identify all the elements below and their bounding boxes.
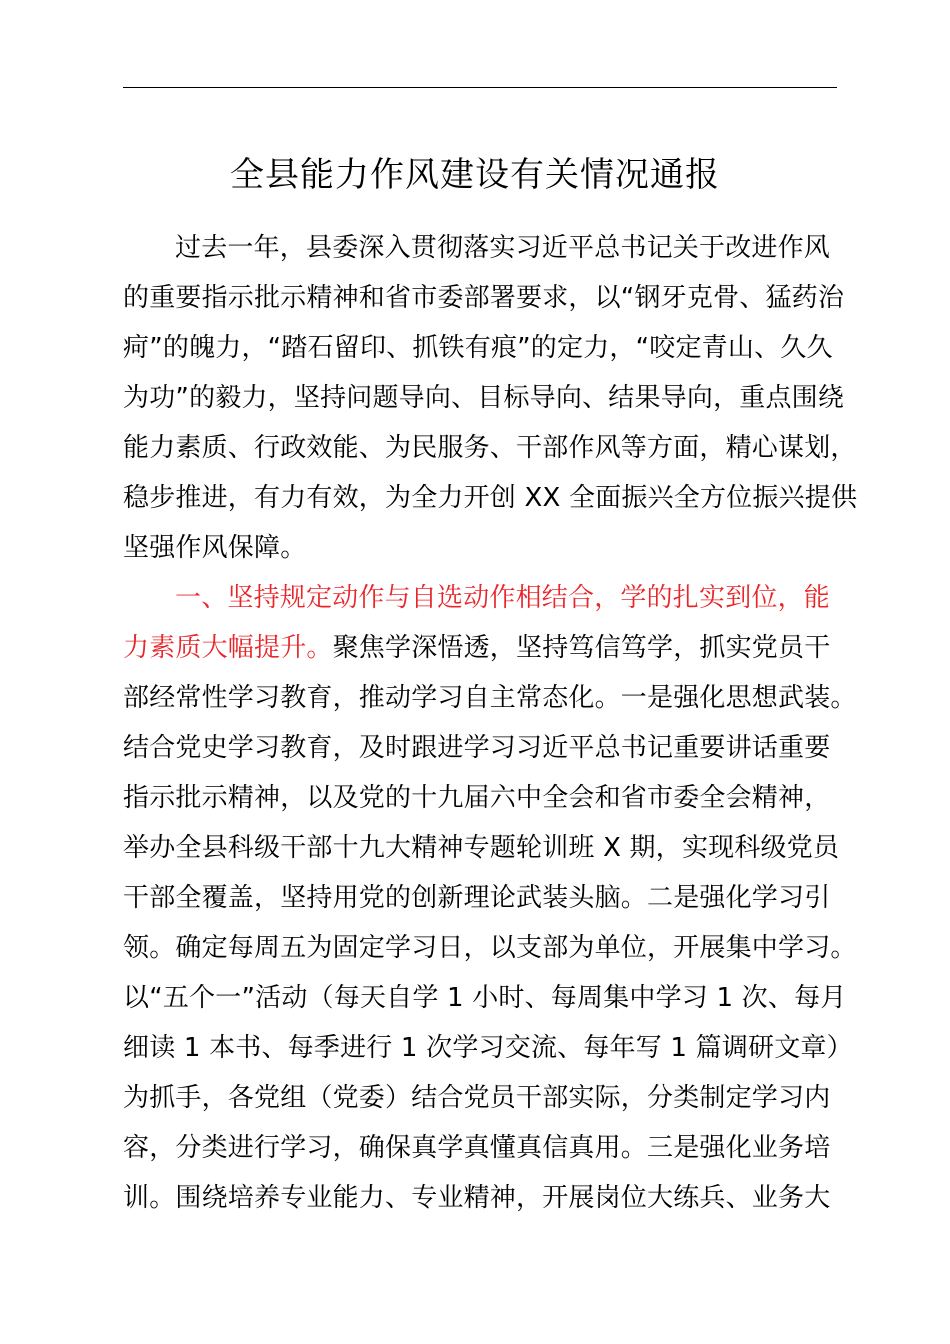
mixed-line — [123, 623, 830, 673]
paragraph-line: 为功”的毅力，坚持问题导向、目标导向、结果导向，重点围绕 — [123, 383, 845, 413]
paragraph-line: 训。围绕培养专业能力、专业精神，开展岗位大练兵、业务大 — [123, 1183, 831, 1213]
paragraph-line: 结合党史学习教育，及时跟进学习习近平总书记重要讲话重要 — [123, 733, 831, 763]
section-heading-line: 一、坚持规定动作与自选动作相结合，学的扎实到位，能 — [175, 583, 831, 613]
paragraph-line: 以“五个一”活动（每天自学 1 小时、每周集中学习 1 次、每月 — [123, 983, 847, 1013]
paragraph-line: 细读 1 本书、每季进行 1 次学习交流、每年写 1 篇调研文章） — [123, 1033, 853, 1063]
header-rule — [123, 87, 837, 88]
section-body-start: 聚焦学深悟透，坚持笃信笃学，抓实党员干 — [332, 633, 831, 663]
paragraph-line: 坚强作风保障。 — [123, 533, 307, 563]
paragraph-line: 为抓手，各党组（党委）结合党员干部实际，分类制定学习内 — [123, 1083, 831, 1113]
paragraph-line: 的重要指示批示精神和省市委部署要求，以“钢牙克骨、猛药治 — [123, 283, 845, 313]
paragraph-line: 疴”的魄力，“踏石留印、抓铁有痕”的定力，“咬定青山、久久 — [123, 333, 833, 363]
document-title: 全县能力作风建设有关情况通报 — [230, 155, 720, 195]
paragraph-line: 容，分类进行学习，确保真学真懂真信真用。三是强化业务培 — [123, 1133, 831, 1163]
paragraph-line: 领。确定每周五为固定学习日，以支部为单位，开展集中学习。 — [123, 933, 857, 963]
paragraph-line: 能力素质、行政效能、为民服务、干部作风等方面，精心谋划， — [123, 433, 857, 463]
paragraph-line: 干部全覆盖，坚持用党的创新理论武装头脑。二是强化学习引 — [123, 883, 831, 913]
paragraph-line: 过去一年，县委深入贯彻落实习近平总书记关于改进作风 — [175, 233, 831, 263]
paragraph-line: 举办全县科级干部十九大精神专题轮训班 X 期，实现科级党员 — [123, 833, 840, 863]
section-heading-end: 力素质大幅提升。 — [123, 633, 333, 663]
paragraph-line: 部经常性学习教育，推动学习自主常态化。一是强化思想武装。 — [123, 683, 857, 713]
paragraph-line: 稳步推进，有力有效，为全力开创 XX 全面振兴全方位振兴提供 — [123, 483, 858, 513]
paragraph-line: 指示批示精神，以及党的十九届六中全会和省市委全会精神， — [123, 783, 831, 813]
